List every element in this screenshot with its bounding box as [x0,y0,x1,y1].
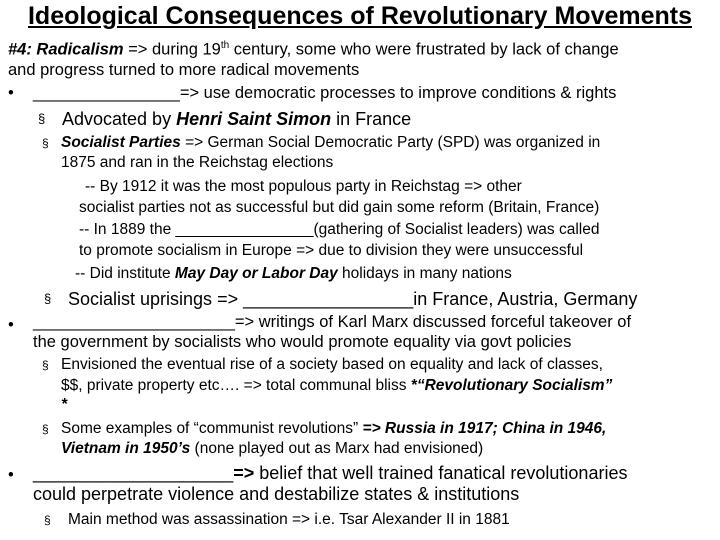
examples-em: => Russia in 1917; China in 1946, [362,420,607,437]
bullet-3-text: belief that well trained fanatical revolutionaries [254,463,628,483]
revolutionary-socialism-label: *“Revolutionary Socialism” [410,377,613,394]
sub-bullet-3a-marker: § [44,513,51,527]
sub-bullet-2b-line-2 [61,441,483,457]
sub-bullet-2b-marker: § [42,422,49,436]
uprisings-post: in France, Austria, Germany [413,289,638,309]
socialist-parties-line-1 [61,135,600,151]
line-5-post: (gathering of Socialist leaders) was called [313,221,600,238]
sub-bullet-2a-line-1: Envisioned the eventual rise of a society based on equality and lack of classes, [61,356,603,373]
bullet-1-text: => use democratic processes to improve conditions & rights [179,84,617,102]
bullet-3-arrow: => [233,463,255,483]
line-7-pre: -- Did institute [75,265,175,282]
socialist-parties-line-3: -- By 1912 it was the most populous party in Reichstag => other [85,178,522,195]
sub-bullet-1a1-marker: § [42,136,49,150]
bullet-2-marker: • [8,316,14,334]
bullet-3-line-1 [33,464,627,482]
intro-heading: #4: Radicalism [8,40,124,59]
uprisings-blank: _________________ [243,289,414,309]
line-7-post: holidays in many nations [337,265,512,282]
sub-bullet-1a-marker: § [38,111,46,126]
socialist-parties-label: Socialist Parties [61,134,181,151]
socialist-parties-line-2: 1875 and ran in the Reichstag elections [61,154,334,171]
socialist-parties-line-4: socialist parties not as successful but did gain some reform (Britain, France) [79,199,600,216]
sub-bullet-2a-marker: § [42,358,49,372]
may-day-label: May Day or Labor Day [174,265,338,282]
bullet-2-text: => writings of Karl Marx discussed forceful takeover of [234,313,632,331]
intro-text-b: century, some who were frustrated by lack of change [229,40,619,59]
sub-bullet-2a-line-2 [61,378,612,394]
socialist-parties-line-7 [75,266,512,282]
saint-simon-name: Henri Saint Simon [176,109,332,129]
socialist-parties-line-5 [79,222,599,238]
page-title: Ideological Consequences of Revolutionary Movements [27,2,693,30]
examples-pre: Some examples of “communist revolutions” [61,420,363,437]
sub-bullet-1a-post: in France [331,109,412,129]
sub-bullet-2b-line-1 [61,421,606,437]
sub-bullet-2a-line-3: * [61,396,68,413]
uprisings-pre: Socialist uprisings => [68,289,244,309]
bullet-1-blank: ________________ [33,84,180,102]
socialist-parties-text: => German Social Democratic Party (SPD) was organized in [180,134,601,151]
sub-bullet-1a-line [62,110,411,128]
bullet-1-line [33,85,616,102]
socialist-parties-line-6: to promote socialism in Europe => due to division they were unsuccessful [79,242,584,259]
intro-line-2: and progress turned to more radical movements [8,61,360,79]
bullet-3-marker: • [8,466,14,484]
bullet-2-blank: ______________________ [33,313,235,331]
sub-bullet-1a-pre: Advocated by [62,109,177,129]
intro-sup: th [220,40,230,51]
communal-bliss-text: $$, private property etc…. => total communal bliss [61,377,411,394]
vietnam-label: Vietnam in 1950’s [61,440,191,457]
bullet-3-line-2: could perpetrate violence and destabilize states & institutions [33,484,520,504]
bullet-3-blank: ____________________ [33,463,234,483]
line-5-pre: -- In 1889 the [79,221,176,238]
sub-bullet-1b-marker: § [44,291,52,306]
sub-bullet-3a-line: Main method was assassination => i.e. Tsar Alexander II in 1881 [68,511,510,528]
intro-text-a: => during 19 [123,40,221,59]
bullet-1-marker: • [8,84,14,102]
intro-line-1 [8,41,619,58]
sub-bullet-1b-line [68,290,637,308]
vietnam-post: (none played out as Marx had envisioned) [190,440,484,457]
bullet-2-line-2: the government by socialists who would promote equality via govt policies [33,333,572,351]
bullet-2-line-1 [33,314,631,331]
line-5-blank: ________________ [175,221,314,238]
